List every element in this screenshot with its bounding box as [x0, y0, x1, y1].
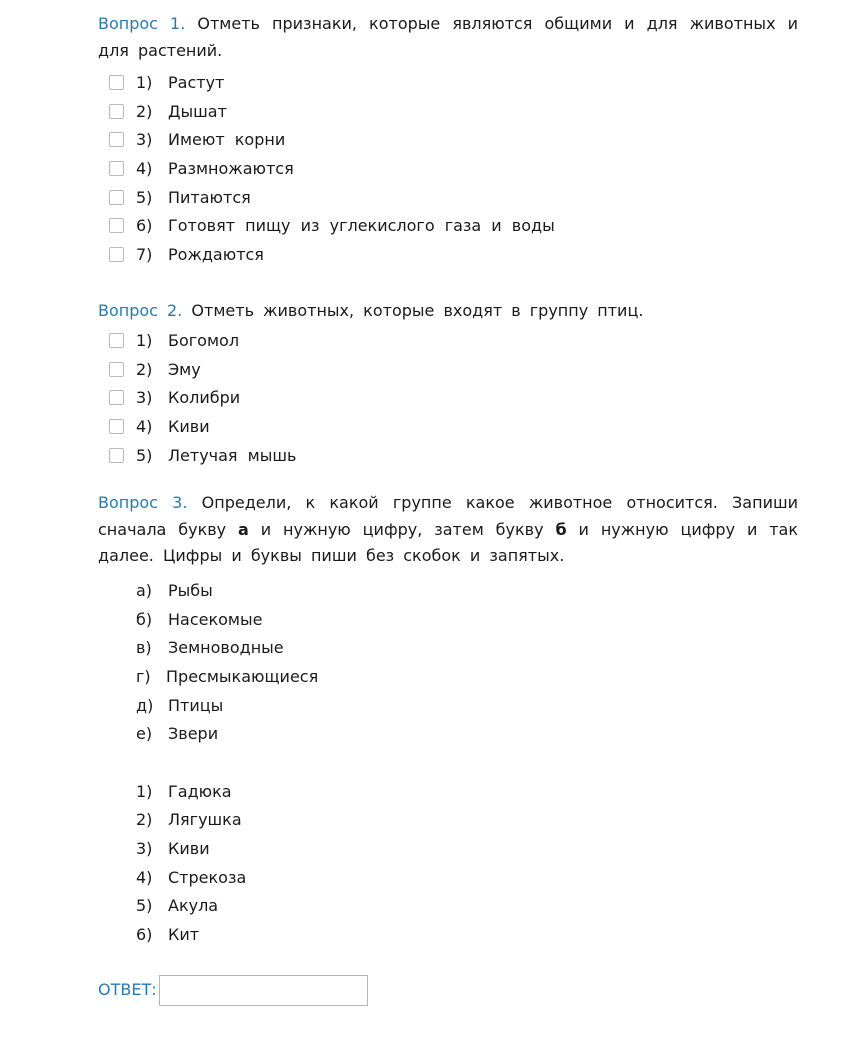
- q1-option-2[interactable]: [109, 100, 227, 122]
- option-number: 3): [136, 129, 153, 149]
- option-number: 1): [136, 330, 153, 350]
- answer-input[interactable]: [159, 975, 368, 1006]
- q1-option-1[interactable]: [109, 71, 224, 93]
- checkbox[interactable]: [109, 333, 124, 348]
- animal-label: Акула: [168, 895, 219, 915]
- group-label: Звери: [168, 723, 219, 743]
- option-label: Колибри: [168, 387, 241, 407]
- option-number: 4): [136, 158, 153, 178]
- animal-label: Киви: [168, 838, 210, 858]
- bold-letter-b: б: [555, 519, 567, 539]
- checkbox[interactable]: [109, 161, 124, 176]
- question-2-label: Вопрос 2.: [98, 301, 183, 320]
- option-label: Киви: [168, 416, 210, 436]
- group-item-g: [136, 665, 318, 687]
- question-3-prompt-part3: и нужную цифру и так далее. Цифры и буквы пиши без скобок и запятых.: [98, 519, 799, 565]
- checkbox[interactable]: [109, 362, 124, 377]
- group-item-e: [136, 722, 218, 744]
- question-3-prompt-part2: и нужную цифру, затем букву: [248, 519, 556, 539]
- option-number: 6): [136, 215, 153, 235]
- question-2-prompt: Отметь животных, которые входят в группу птиц.: [191, 301, 644, 320]
- animal-number: 2): [136, 809, 153, 829]
- option-number: 3): [136, 387, 153, 407]
- animal-label: Кит: [168, 924, 200, 944]
- option-label: Рождаются: [168, 244, 264, 264]
- q1-option-7[interactable]: [109, 243, 264, 265]
- group-label: Рыбы: [168, 580, 213, 600]
- animal-number: 4): [136, 867, 153, 887]
- group-label: Земноводные: [168, 637, 284, 657]
- group-item-b: [136, 608, 262, 630]
- checkbox[interactable]: [109, 190, 124, 205]
- question-3-label: Вопрос 3.: [98, 493, 188, 512]
- answer-label: ОТВЕТ:: [98, 980, 157, 999]
- q1-option-4[interactable]: [109, 157, 294, 179]
- animal-item-5: [136, 894, 218, 916]
- group-letter: в): [136, 637, 152, 657]
- q1-option-3[interactable]: [109, 128, 285, 150]
- option-label: Эму: [168, 359, 201, 379]
- checkbox[interactable]: [109, 218, 124, 233]
- question-2-text: [98, 298, 798, 325]
- option-label: Растут: [168, 72, 225, 92]
- animal-item-6: [136, 923, 199, 945]
- animal-item-4: [136, 866, 246, 888]
- question-3-prompt-part1: Определи, к какой группе какое животное относится. Запиши сначала букву: [98, 493, 799, 539]
- group-item-d: [136, 694, 223, 716]
- group-label: Птицы: [168, 695, 224, 715]
- checkbox[interactable]: [109, 104, 124, 119]
- option-number: 5): [136, 187, 153, 207]
- group-letter: д): [136, 695, 154, 715]
- group-item-a: [136, 579, 213, 601]
- animal-number: 1): [136, 781, 153, 801]
- group-letter: а): [136, 580, 153, 600]
- group-letter: е): [136, 723, 153, 743]
- q2-option-3[interactable]: [109, 386, 240, 408]
- checkbox[interactable]: [109, 132, 124, 147]
- group-letter: г): [136, 666, 151, 686]
- animal-item-1: [136, 780, 232, 802]
- option-label: Размножаются: [168, 158, 294, 178]
- animal-label: Лягушка: [168, 809, 242, 829]
- option-label: Питаются: [168, 187, 251, 207]
- group-item-v: [136, 636, 284, 658]
- option-label: Готовят пищу из углекислого газа и воды: [168, 215, 555, 235]
- option-number: 1): [136, 72, 153, 92]
- animal-item-2: [136, 808, 242, 830]
- q1-option-5[interactable]: [109, 186, 251, 208]
- q1-option-6[interactable]: [109, 214, 555, 236]
- option-label: Летучая мышь: [168, 445, 297, 465]
- group-label: Насекомые: [168, 609, 263, 629]
- option-number: 2): [136, 101, 153, 121]
- option-label: Дышат: [168, 101, 227, 121]
- q2-option-1[interactable]: [109, 329, 239, 351]
- q2-option-5[interactable]: [109, 444, 296, 466]
- checkbox[interactable]: [109, 448, 124, 463]
- animal-label: Гадюка: [168, 781, 232, 801]
- q2-option-2[interactable]: [109, 358, 201, 380]
- group-letter: б): [136, 609, 153, 629]
- group-label: Пресмыкающиеся: [166, 666, 319, 686]
- animal-number: 5): [136, 895, 153, 915]
- question-3-text: [98, 490, 798, 570]
- question-1-prompt: Отметь признаки, которые являются общими и для животных и для растений.: [98, 14, 798, 60]
- q2-option-4[interactable]: [109, 415, 210, 437]
- option-label: Богомол: [168, 330, 240, 350]
- option-number: 5): [136, 445, 153, 465]
- animal-label: Стрекоза: [168, 867, 247, 887]
- option-number: 2): [136, 359, 153, 379]
- question-1-text: [98, 11, 798, 64]
- animal-item-3: [136, 837, 210, 859]
- checkbox[interactable]: [109, 247, 124, 262]
- animal-number: 6): [136, 924, 153, 944]
- animal-number: 3): [136, 838, 153, 858]
- bold-letter-a: а: [238, 519, 249, 539]
- option-number: 4): [136, 416, 153, 436]
- question-1-label: Вопрос 1.: [98, 14, 186, 33]
- checkbox[interactable]: [109, 75, 124, 90]
- checkbox[interactable]: [109, 390, 124, 405]
- checkbox[interactable]: [109, 419, 124, 434]
- option-number: 7): [136, 244, 153, 264]
- option-label: Имеют корни: [168, 129, 286, 149]
